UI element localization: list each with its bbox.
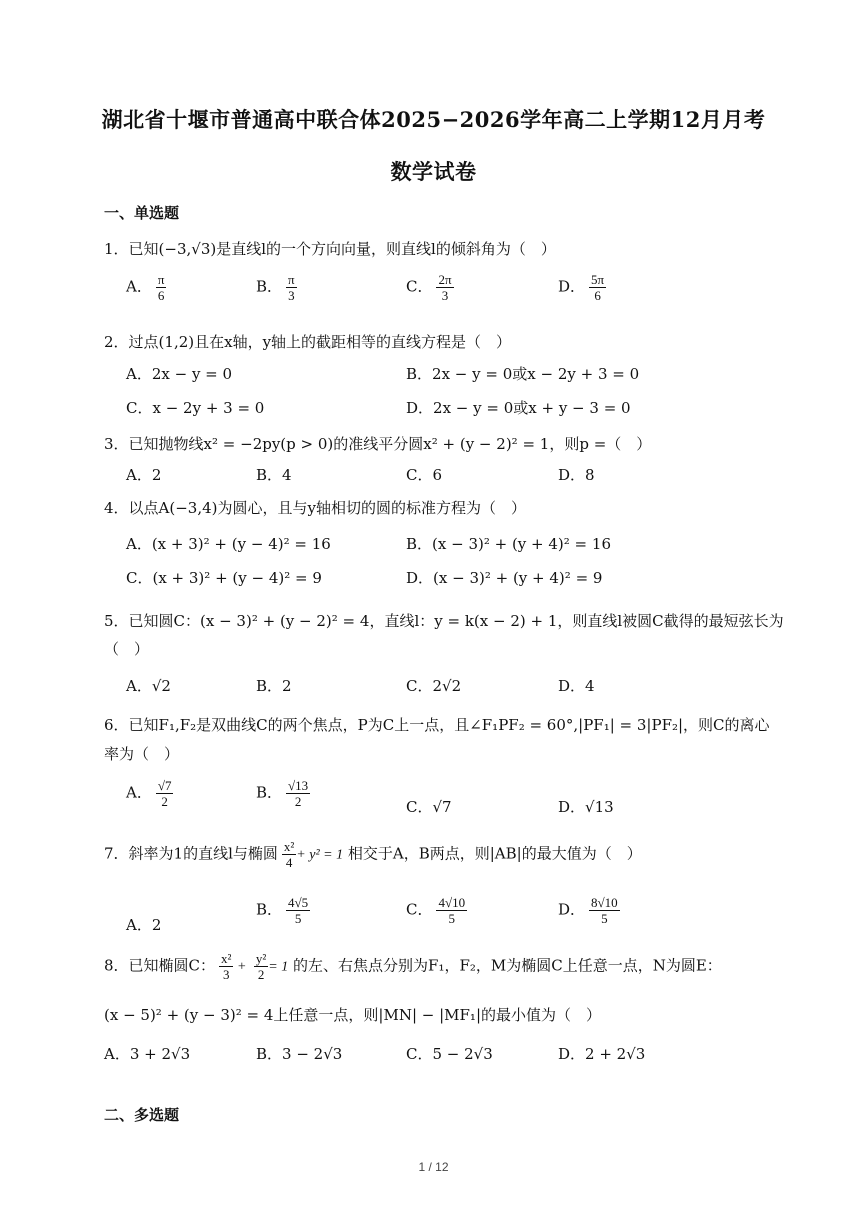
q5-option-c: C．2√2 xyxy=(406,677,462,695)
q4-option-b: B．(x − 3)² + (y + 4)² = 16 xyxy=(406,535,611,553)
question-8: 8．已知椭圆C： $\frac{\text{x²}}{3}$ + $\frac{\text{y²}}{2}$ = 1 的左、右焦点分别为F₁，F₂，M为椭圆C上任意一点，N为圆E： xyxy=(104,951,722,982)
q8-option-a: A．3 + 2√3 xyxy=(104,1045,191,1063)
q5-option-a: A．√2 xyxy=(126,677,171,695)
question-2: 2．过点(1,2)且在x轴，y轴上的截距相等的直线方程是（ ） xyxy=(104,333,512,351)
q2-option-a: A．2x − y = 0 xyxy=(126,365,233,383)
question-4: 4．以点A(−3,4)为圆心，且与y轴相切的圆的标准方程为（ ） xyxy=(104,499,526,517)
q5-option-b: B．2 xyxy=(256,677,292,695)
q5-option-d: D．4 xyxy=(558,677,595,695)
q7-option-a: A．2 xyxy=(126,916,162,934)
q7-option-b: B． $\frac{4√5}{5}$ xyxy=(256,895,309,926)
q7-option-c: C． $\frac{4√10}{5}$ xyxy=(406,895,466,926)
q3-option-c: C．6 xyxy=(406,466,443,484)
q1-option-d: D． $\frac{5\pi}{6}$ xyxy=(558,272,605,303)
q8-option-b: B．3 − 2√3 xyxy=(256,1045,343,1063)
q2-option-d: D．2x − y = 0或x + y − 3 = 0 xyxy=(406,399,631,417)
q6-option-b: B． $\frac{√13}{2}$ xyxy=(256,778,309,809)
exam-title: 湖北省十堰市普通高中联合体2025−2026学年高二上学期12月月考 xyxy=(101,107,766,132)
question-5-cont: （ ） xyxy=(104,640,150,658)
q3-option-a: A．2 xyxy=(126,466,162,484)
exam-subtitle: 数学试卷 xyxy=(390,159,477,184)
q3-option-d: D．8 xyxy=(558,466,595,484)
q1-option-c: C． $\frac{2\pi}{3}$ xyxy=(406,272,452,303)
question-6: 6．已知F₁,F₂是双曲线C的两个焦点，P为C上一点，且∠F₁PF₂ = 60°,|PF₁| = 3|PF₂|，则C的离心 xyxy=(104,716,770,734)
q2-option-c: C．x − 2y + 3 = 0 xyxy=(126,399,265,417)
q3-option-b: B．4 xyxy=(256,466,292,484)
q7-option-d: D． $\frac{8√10}{5}$ xyxy=(558,895,618,926)
question-7: 7．斜率为1的直线l与椭圆 $\frac{\text{x²}}{4}$ + y² = 1 相交于A，B两点，则|AB|的最大值为（ ） xyxy=(104,839,642,870)
q4-option-a: A．(x + 3)² + (y − 4)² = 16 xyxy=(126,535,331,553)
question-5: 5．已知圆C：(x − 3)² + (y − 2)² = 4，直线l：y = k(x − 2) + 1，则直线l被圆C截得的最短弦长为 xyxy=(104,612,784,630)
section-multi-choice: 二、多选题 xyxy=(104,1106,180,1124)
q8-option-d: D．2 + 2√3 xyxy=(558,1045,646,1063)
question-6-cont: 率为（ ） xyxy=(104,745,180,763)
q6-option-a: A． $\frac{√7}{2}$ xyxy=(126,778,172,809)
section-single-choice: 一、单选题 xyxy=(104,204,180,222)
q6-option-d: D．√13 xyxy=(558,798,614,816)
question-3: 3．已知抛物线x² = −2py(p > 0)的准线平分圆x² + (y − 2)² = 1，则p =（ ） xyxy=(104,435,652,453)
q1-option-b: B． $\frac{\pi}{3}$ xyxy=(256,272,295,303)
question-1: 1．已知(−3,√3)是直线l的一个方向向量，则直线l的倾斜角为（ ） xyxy=(104,240,556,258)
q6-option-c: C．√7 xyxy=(406,798,452,816)
q2-option-b: B．2x − y = 0或x − 2y + 3 = 0 xyxy=(406,365,640,383)
page-number: 1 / 12 xyxy=(418,1160,449,1174)
q4-option-d: D．(x − 3)² + (y + 4)² = 9 xyxy=(406,569,603,587)
q8-option-c: C．5 − 2√3 xyxy=(406,1045,493,1063)
q4-option-c: C．(x + 3)² + (y − 4)² = 9 xyxy=(126,569,322,587)
question-8-cont: (x − 5)² + (y − 3)² = 4上任意一点，则|MN| − |MF₁|的最小值为（ ） xyxy=(104,1006,602,1024)
q1-option-a: A． $\frac{\pi}{6}$ xyxy=(126,272,165,303)
